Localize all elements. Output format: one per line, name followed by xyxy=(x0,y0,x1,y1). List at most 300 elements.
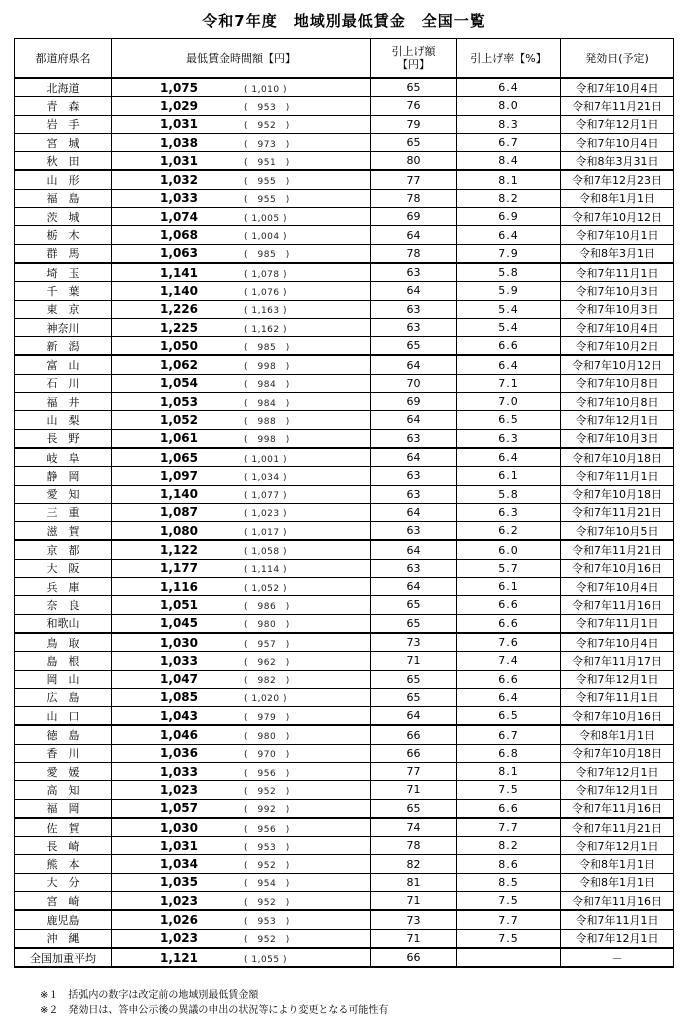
cell-wage xyxy=(112,503,371,521)
previous-wage: ( 980 ) xyxy=(244,732,290,743)
cell-effective-date: 令和8年3月31日 xyxy=(561,152,674,171)
cell-effective-date: 令和7年11月21日 xyxy=(561,540,674,559)
cell-increase-rate: 8.2 xyxy=(457,189,561,207)
previous-wage: ( 1,004 ) xyxy=(244,232,288,243)
cell-effective-date: 令和8年1月1日 xyxy=(561,873,674,891)
wage-value: 1,122 xyxy=(160,543,198,558)
cell-effective-date: 令和8年1月1日 xyxy=(561,855,674,873)
cell-increase-rate: 5.8 xyxy=(457,485,561,503)
cell-wage xyxy=(112,707,371,726)
previous-wage: ( 1,076 ) xyxy=(244,287,288,298)
cell-wage xyxy=(112,115,371,133)
wage-value: 1,121 xyxy=(160,950,198,965)
table-row xyxy=(15,652,674,670)
previous-wage: ( 1,020 ) xyxy=(244,694,288,705)
cell-increase-amount: 69 xyxy=(371,208,457,226)
header-wage: 最低賃金時間額【円】 xyxy=(112,39,371,79)
cell-increase-amount: 70 xyxy=(371,374,457,392)
cell-wage xyxy=(112,485,371,503)
wage-value: 1,023 xyxy=(160,931,198,946)
previous-wage: ( 986 ) xyxy=(244,601,290,612)
wage-value: 1,226 xyxy=(160,302,198,317)
cell-wage xyxy=(112,948,371,967)
table-row xyxy=(15,374,674,392)
table-row xyxy=(15,837,674,855)
cell-prefecture: 東 京 xyxy=(15,300,112,318)
previous-wage: ( 951 ) xyxy=(244,157,290,168)
cell-wage xyxy=(112,374,371,392)
cell-prefecture: 島 根 xyxy=(15,652,112,670)
cell-wage xyxy=(112,522,371,541)
header-increase-rate: 引上げ率【%】 xyxy=(457,39,561,79)
wage-value: 1,046 xyxy=(160,728,198,743)
cell-increase-amount: 65 xyxy=(371,614,457,633)
cell-wage xyxy=(112,837,371,855)
wage-value: 1,054 xyxy=(160,376,198,391)
cell-effective-date: 令和7年10月4日 xyxy=(561,633,674,652)
cell-increase-amount: 73 xyxy=(371,910,457,929)
cell-increase-rate: 6.6 xyxy=(457,337,561,356)
wage-value: 1,052 xyxy=(160,412,198,427)
cell-increase-rate: 6.0 xyxy=(457,540,561,559)
header-prefecture: 都道府県名 xyxy=(15,39,112,79)
previous-wage: ( 1,001 ) xyxy=(244,454,288,465)
cell-increase-amount: 73 xyxy=(371,633,457,652)
cell-effective-date: 令和7年12月1日 xyxy=(561,781,674,799)
previous-wage: ( 952 ) xyxy=(244,786,290,797)
cell-prefecture: 千 葉 xyxy=(15,282,112,300)
cell-wage xyxy=(112,208,371,226)
cell-wage xyxy=(112,97,371,115)
table-row xyxy=(15,744,674,762)
cell-increase-rate: 6.3 xyxy=(457,429,561,448)
previous-wage: ( 952 ) xyxy=(244,121,290,132)
cell-increase-rate: 7.1 xyxy=(457,374,561,392)
table-row xyxy=(15,670,674,688)
cell-wage xyxy=(112,578,371,596)
cell-prefecture: 秋 田 xyxy=(15,152,112,171)
wage-value: 1,177 xyxy=(160,561,198,576)
cell-wage xyxy=(112,652,371,670)
cell-increase-rate: 7.4 xyxy=(457,652,561,670)
wage-value: 1,033 xyxy=(160,653,198,668)
table-row xyxy=(15,133,674,151)
cell-effective-date: 令和7年11月17日 xyxy=(561,652,674,670)
cell-wage xyxy=(112,670,371,688)
cell-increase-amount: 65 xyxy=(371,78,457,97)
cell-prefecture: 岐 阜 xyxy=(15,448,112,467)
cell-effective-date: 令和7年10月2日 xyxy=(561,337,674,356)
cell-wage xyxy=(112,337,371,356)
cell-increase-rate: 6.6 xyxy=(457,596,561,614)
cell-effective-date: 令和7年11月16日 xyxy=(561,892,674,911)
table-row xyxy=(15,762,674,780)
previous-wage: ( 954 ) xyxy=(244,879,290,890)
cell-wage xyxy=(112,614,371,633)
previous-wage: ( 970 ) xyxy=(244,750,290,761)
table-row xyxy=(15,189,674,207)
previous-wage: ( 1,055 ) xyxy=(244,954,288,965)
table-row xyxy=(15,873,674,891)
cell-effective-date: 令和7年11月1日 xyxy=(561,688,674,706)
cell-increase-amount: 64 xyxy=(371,355,457,374)
cell-increase-amount: 63 xyxy=(371,485,457,503)
cell-prefecture: 富 山 xyxy=(15,355,112,374)
cell-increase-rate: 6.4 xyxy=(457,78,561,97)
previous-wage: ( 992 ) xyxy=(244,805,290,816)
wage-value: 1,047 xyxy=(160,672,198,687)
table-row xyxy=(15,300,674,318)
cell-increase-amount: 81 xyxy=(371,873,457,891)
cell-effective-date: 令和7年12月1日 xyxy=(561,411,674,429)
cell-effective-date: 令和7年10月18日 xyxy=(561,485,674,503)
cell-effective-date: 令和7年10月3日 xyxy=(561,429,674,448)
table-row xyxy=(15,429,674,448)
cell-prefecture: 長 崎 xyxy=(15,837,112,855)
table-row xyxy=(15,799,674,818)
cell-effective-date: － xyxy=(561,948,674,967)
previous-wage: ( 956 ) xyxy=(244,824,290,835)
cell-increase-rate: 8.6 xyxy=(457,855,561,873)
previous-wage: ( 1,078 ) xyxy=(244,269,288,280)
cell-prefecture: 福 井 xyxy=(15,393,112,411)
cell-increase-rate: 6.4 xyxy=(457,448,561,467)
cell-prefecture: 広 島 xyxy=(15,688,112,706)
table-row xyxy=(15,170,674,189)
cell-wage xyxy=(112,152,371,171)
cell-increase-rate: 6.6 xyxy=(457,614,561,633)
cell-increase-amount: 64 xyxy=(371,226,457,244)
cell-wage xyxy=(112,725,371,744)
cell-increase-amount: 64 xyxy=(371,411,457,429)
wage-value: 1,074 xyxy=(160,209,198,224)
cell-effective-date: 令和7年10月5日 xyxy=(561,522,674,541)
cell-wage xyxy=(112,244,371,263)
wage-value: 1,033 xyxy=(160,191,198,206)
cell-increase-rate: 6.5 xyxy=(457,707,561,726)
table-row xyxy=(15,467,674,485)
previous-wage: ( 1,163 ) xyxy=(244,306,288,317)
cell-effective-date: 令和7年11月1日 xyxy=(561,910,674,929)
cell-increase-amount: 65 xyxy=(371,670,457,688)
previous-wage: ( 1,023 ) xyxy=(244,509,288,520)
cell-prefecture: 長 野 xyxy=(15,429,112,448)
header-increase-amount xyxy=(371,39,457,79)
cell-increase-rate: 6.5 xyxy=(457,411,561,429)
wage-value: 1,030 xyxy=(160,820,198,835)
table-row xyxy=(15,910,674,929)
cell-effective-date: 令和7年10月12日 xyxy=(561,208,674,226)
cell-prefecture: 宮 城 xyxy=(15,133,112,151)
cell-prefecture: 沖 縄 xyxy=(15,929,112,948)
cell-increase-amount: 71 xyxy=(371,781,457,799)
wage-value: 1,140 xyxy=(160,487,198,502)
cell-effective-date: 令和7年12月1日 xyxy=(561,670,674,688)
cell-prefecture: 福 岡 xyxy=(15,799,112,818)
cell-wage xyxy=(112,540,371,559)
wage-value: 1,036 xyxy=(160,746,198,761)
page-title: 令和7年度 地域別最低賃金 全国一覧 xyxy=(202,12,486,30)
table-row xyxy=(15,578,674,596)
cell-wage xyxy=(112,910,371,929)
cell-wage xyxy=(112,892,371,911)
cell-effective-date: 令和7年11月1日 xyxy=(561,467,674,485)
table-row xyxy=(15,263,674,282)
table-row xyxy=(15,633,674,652)
wage-value: 1,032 xyxy=(160,173,198,188)
cell-increase-rate: 6.1 xyxy=(457,578,561,596)
table-row xyxy=(15,318,674,336)
cell-wage xyxy=(112,596,371,614)
cell-effective-date: 令和7年11月16日 xyxy=(561,799,674,818)
previous-wage: ( 955 ) xyxy=(244,177,290,188)
cell-increase-amount: 63 xyxy=(371,467,457,485)
wage-value: 1,141 xyxy=(160,265,198,280)
table-row xyxy=(15,355,674,374)
cell-effective-date: 令和7年10月16日 xyxy=(561,707,674,726)
cell-increase-amount: 65 xyxy=(371,596,457,614)
cell-wage xyxy=(112,300,371,318)
cell-prefecture: 京 都 xyxy=(15,540,112,559)
previous-wage: ( 1,017 ) xyxy=(244,527,288,538)
cell-effective-date: 令和7年10月8日 xyxy=(561,393,674,411)
cell-effective-date: 令和7年10月3日 xyxy=(561,282,674,300)
cell-prefecture: 山 口 xyxy=(15,707,112,726)
table-row xyxy=(15,614,674,633)
cell-prefecture: 埼 玉 xyxy=(15,263,112,282)
table-row xyxy=(15,115,674,133)
previous-wage: ( 1,162 ) xyxy=(244,324,288,335)
cell-prefecture: 大 分 xyxy=(15,873,112,891)
previous-wage: ( 952 ) xyxy=(244,861,290,872)
cell-increase-amount: 66 xyxy=(371,744,457,762)
cell-prefecture: 徳 島 xyxy=(15,725,112,744)
table-row xyxy=(15,337,674,356)
table-row xyxy=(15,226,674,244)
cell-effective-date: 令和7年10月12日 xyxy=(561,355,674,374)
table-row xyxy=(15,78,674,97)
previous-wage: ( 1,114 ) xyxy=(244,565,288,576)
wage-value: 1,051 xyxy=(160,597,198,612)
table-row xyxy=(15,208,674,226)
table-row xyxy=(15,540,674,559)
table-row xyxy=(15,892,674,911)
cell-increase-amount: 64 xyxy=(371,448,457,467)
table-row xyxy=(15,596,674,614)
cell-wage xyxy=(112,855,371,873)
cell-increase-amount: 64 xyxy=(371,282,457,300)
previous-wage: ( 957 ) xyxy=(244,639,290,650)
cell-increase-rate: 8.0 xyxy=(457,97,561,115)
cell-effective-date: 令和7年12月1日 xyxy=(561,837,674,855)
previous-wage: ( 985 ) xyxy=(244,342,290,353)
table-row xyxy=(15,244,674,263)
cell-prefecture: 愛 知 xyxy=(15,485,112,503)
cell-increase-rate: 5.4 xyxy=(457,300,561,318)
cell-effective-date: 令和7年10月18日 xyxy=(561,744,674,762)
cell-effective-date: 令和7年11月21日 xyxy=(561,818,674,837)
cell-increase-rate: 5.4 xyxy=(457,318,561,336)
cell-prefecture: 群 馬 xyxy=(15,244,112,263)
cell-effective-date: 令和7年11月1日 xyxy=(561,614,674,633)
table-row xyxy=(15,707,674,726)
cell-prefecture: 福 島 xyxy=(15,189,112,207)
table-row xyxy=(15,522,674,541)
wage-value: 1,023 xyxy=(160,782,198,797)
cell-increase-amount: 66 xyxy=(371,725,457,744)
cell-increase-amount: 69 xyxy=(371,393,457,411)
cell-wage xyxy=(112,873,371,891)
cell-increase-amount: 71 xyxy=(371,652,457,670)
cell-prefecture: 北海道 xyxy=(15,78,112,97)
cell-increase-rate xyxy=(457,948,561,967)
cell-effective-date: 令和7年10月4日 xyxy=(561,318,674,336)
cell-increase-amount: 63 xyxy=(371,300,457,318)
wage-value: 1,080 xyxy=(160,523,198,538)
cell-effective-date: 令和7年10月18日 xyxy=(561,448,674,467)
previous-wage: ( 953 ) xyxy=(244,842,290,853)
cell-prefecture: 和歌山 xyxy=(15,614,112,633)
cell-increase-amount: 78 xyxy=(371,837,457,855)
cell-prefecture: 岩 手 xyxy=(15,115,112,133)
cell-increase-amount: 78 xyxy=(371,189,457,207)
cell-prefecture: 新 潟 xyxy=(15,337,112,356)
cell-increase-rate: 6.6 xyxy=(457,670,561,688)
cell-increase-rate: 7.9 xyxy=(457,244,561,263)
cell-prefecture: 山 梨 xyxy=(15,411,112,429)
cell-wage xyxy=(112,78,371,97)
previous-wage: ( 985 ) xyxy=(244,250,290,261)
cell-increase-rate: 8.5 xyxy=(457,873,561,891)
table-row xyxy=(15,393,674,411)
cell-prefecture: 青 森 xyxy=(15,97,112,115)
cell-wage xyxy=(112,355,371,374)
cell-increase-rate: 7.5 xyxy=(457,929,561,948)
cell-increase-rate: 8.1 xyxy=(457,170,561,189)
cell-increase-rate: 7.7 xyxy=(457,910,561,929)
cell-increase-amount: 65 xyxy=(371,337,457,356)
wage-value: 1,065 xyxy=(160,450,198,465)
wage-value: 1,097 xyxy=(160,468,198,483)
table-row xyxy=(15,929,674,948)
cell-prefecture: 山 形 xyxy=(15,170,112,189)
cell-wage xyxy=(112,688,371,706)
cell-wage xyxy=(112,226,371,244)
previous-wage: ( 998 ) xyxy=(244,362,290,373)
cell-wage xyxy=(112,263,371,282)
cell-increase-amount: 71 xyxy=(371,892,457,911)
wage-value: 1,087 xyxy=(160,505,198,520)
cell-wage xyxy=(112,429,371,448)
cell-increase-amount: 63 xyxy=(371,559,457,577)
table-row xyxy=(15,448,674,467)
cell-increase-rate: 6.2 xyxy=(457,522,561,541)
cell-effective-date: 令和7年12月1日 xyxy=(561,929,674,948)
previous-wage: ( 952 ) xyxy=(244,935,290,946)
previous-wage: ( 982 ) xyxy=(244,676,290,687)
cell-prefecture: 鹿児島 xyxy=(15,910,112,929)
cell-increase-amount: 74 xyxy=(371,818,457,837)
table-row xyxy=(15,781,674,799)
cell-increase-rate: 5.8 xyxy=(457,263,561,282)
table-total-row xyxy=(15,948,674,967)
previous-wage: ( 1,058 ) xyxy=(244,547,288,558)
wage-value: 1,031 xyxy=(160,153,198,168)
cell-increase-rate: 6.7 xyxy=(457,133,561,151)
cell-effective-date: 令和7年12月23日 xyxy=(561,170,674,189)
cell-wage xyxy=(112,744,371,762)
wage-value: 1,068 xyxy=(160,228,198,243)
cell-increase-rate: 8.2 xyxy=(457,837,561,855)
wage-value: 1,030 xyxy=(160,635,198,650)
cell-prefecture: 兵 庫 xyxy=(15,578,112,596)
cell-wage xyxy=(112,929,371,948)
previous-wage: ( 955 ) xyxy=(244,195,290,206)
cell-wage xyxy=(112,559,371,577)
cell-effective-date: 令和7年10月16日 xyxy=(561,559,674,577)
wage-value: 1,085 xyxy=(160,690,198,705)
cell-prefecture: 神奈川 xyxy=(15,318,112,336)
wage-value: 1,140 xyxy=(160,283,198,298)
cell-increase-rate: 5.7 xyxy=(457,559,561,577)
cell-effective-date: 令和8年1月1日 xyxy=(561,725,674,744)
table-row xyxy=(15,97,674,115)
wage-value: 1,033 xyxy=(160,764,198,779)
cell-increase-amount: 65 xyxy=(371,799,457,818)
cell-increase-rate: 7.5 xyxy=(457,781,561,799)
cell-increase-amount: 64 xyxy=(371,578,457,596)
wage-value: 1,026 xyxy=(160,913,198,927)
previous-wage: ( 956 ) xyxy=(244,768,290,779)
previous-wage: ( 979 ) xyxy=(244,712,290,723)
table-header-row xyxy=(15,39,674,79)
previous-wage: ( 984 ) xyxy=(244,398,290,409)
wage-value: 1,061 xyxy=(160,431,198,446)
cell-effective-date: 令和7年11月21日 xyxy=(561,503,674,521)
wage-value: 1,031 xyxy=(160,838,198,853)
cell-prefecture: 滋 賀 xyxy=(15,522,112,541)
table-row xyxy=(15,688,674,706)
cell-wage xyxy=(112,781,371,799)
cell-wage xyxy=(112,133,371,151)
cell-increase-rate: 7.7 xyxy=(457,818,561,837)
cell-increase-rate: 6.9 xyxy=(457,208,561,226)
table-row xyxy=(15,282,674,300)
header-increase-amount-line2: 【円】 xyxy=(397,58,430,71)
cell-effective-date: 令和7年11月1日 xyxy=(561,263,674,282)
cell-wage xyxy=(112,762,371,780)
cell-increase-amount: 82 xyxy=(371,855,457,873)
cell-effective-date: 令和8年3月1日 xyxy=(561,244,674,263)
wage-value: 1,062 xyxy=(160,358,198,373)
cell-increase-rate: 6.1 xyxy=(457,467,561,485)
previous-wage: ( 988 ) xyxy=(244,416,290,427)
cell-effective-date: 令和7年10月4日 xyxy=(561,78,674,97)
wage-value: 1,116 xyxy=(160,579,198,594)
cell-increase-amount: 64 xyxy=(371,707,457,726)
cell-prefecture: 熊 本 xyxy=(15,855,112,873)
cell-increase-amount: 64 xyxy=(371,540,457,559)
previous-wage: ( 973 ) xyxy=(244,139,290,150)
cell-effective-date: 令和8年1月1日 xyxy=(561,189,674,207)
cell-increase-amount: 64 xyxy=(371,503,457,521)
cell-effective-date: 令和7年10月3日 xyxy=(561,300,674,318)
cell-increase-amount: 77 xyxy=(371,762,457,780)
cell-prefecture: 高 知 xyxy=(15,781,112,799)
cell-increase-rate: 7.5 xyxy=(457,892,561,911)
cell-prefecture: 鳥 取 xyxy=(15,633,112,652)
wage-value: 1,225 xyxy=(160,320,198,335)
